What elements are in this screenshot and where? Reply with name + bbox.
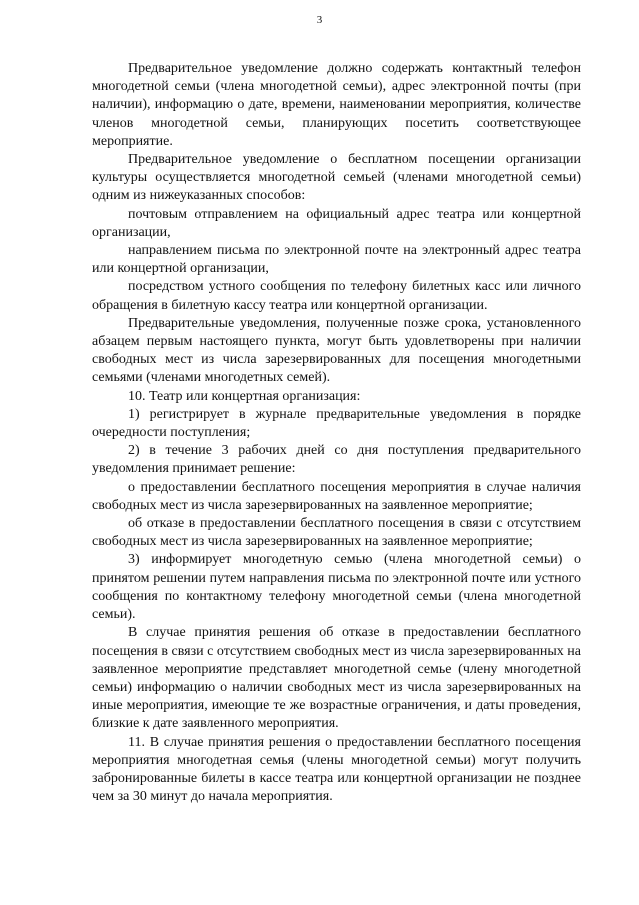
paragraph-method-phone: посредством устного сообщения по телефону билетных касс или личного обращения в билетную кассу театра или концертной организации. <box>92 279 581 313</box>
paragraph-item-10: 10. Театр или концертная организация: <box>128 388 361 404</box>
page-number: 3 <box>316 14 323 26</box>
paragraph-decision-grant: о предоставлении бесплатного посещения мероприятия в случае наличия свободных мест из числа зарезервированных на заявленное мероприятие; <box>92 479 581 513</box>
document-body <box>92 60 581 806</box>
paragraph-item-11: 11. В случае принятия решения о предоставлении бесплатного посещения мероприятия многодетная семья (члены многодетной семьи) могут получить забронированные билеты в кассе театра или концертной организации не позднее чем за 30 минут до начала мероприятия. <box>92 734 581 805</box>
paragraph-item-10-1: 1) регистрирует в журнале предварительные уведомления в порядке очередности поступления; <box>92 406 581 441</box>
paragraph-notice-contents: Предварительное уведомление должно содержать контактный телефон многодетной семьи (члена многодетной семьи), адрес электронной почты (при наличии), информацию о дате, времени, наименовании мероприятия, количестве членов многодетной семьи, планирующих посетить соответствующее мероприятие. <box>92 61 581 149</box>
paragraph-method-email: направлением письма по электронной почте на электронный адрес театра или концертной организации, <box>92 243 581 277</box>
paragraph-decision-refuse: об отказе в предоставлении бесплатного посещения в связи с отсутствием свободных мест из числа зарезервированных на заявленное мероприятие; <box>92 516 581 550</box>
paragraph-notice-methods: Предварительное уведомление о бесплатном посещении организации культуры осуществляется многодетной семьей (членами многодетной семьи) одним из нижеуказанных способов: <box>92 152 581 204</box>
paragraph-late-notices: Предварительные уведомления, полученные позже срока, установленного абзацем первым настоящего пункта, могут быть удовлетворены при наличии свободных мест из числа зарезервированных для посещения многодетными семьями (членами многодетных семей). <box>92 315 581 386</box>
paragraph-item-10-2: 2) в течение 3 рабочих дней со дня поступления предварительного уведомления принимает решение: <box>92 443 581 477</box>
paragraph-refusal-info: В случае принятия решения об отказе в предоставлении бесплатного посещения в связи с отсутствием свободных мест из числа зарезервированных на заявленное мероприятие представляет многодетной семье (члену многодетной семьи) информацию о наличии свободных мест из числа зарезервированных на иные мероприятия, имеющие те же возрастные ограничения, и даты проведения, близкие к дате заявленного мероприятия. <box>92 625 581 732</box>
paragraph-item-10-3: 3) информирует многодетную семью (члена многодетной семьи) о принятом решении путем направления письма по электронной почте или устного сообщения по контактному телефону многодетной семьи (члена многодетной семьи). <box>92 552 581 623</box>
paragraph-method-post: почтовым отправлением на официальный адрес театра или концертной организации, <box>92 206 581 240</box>
